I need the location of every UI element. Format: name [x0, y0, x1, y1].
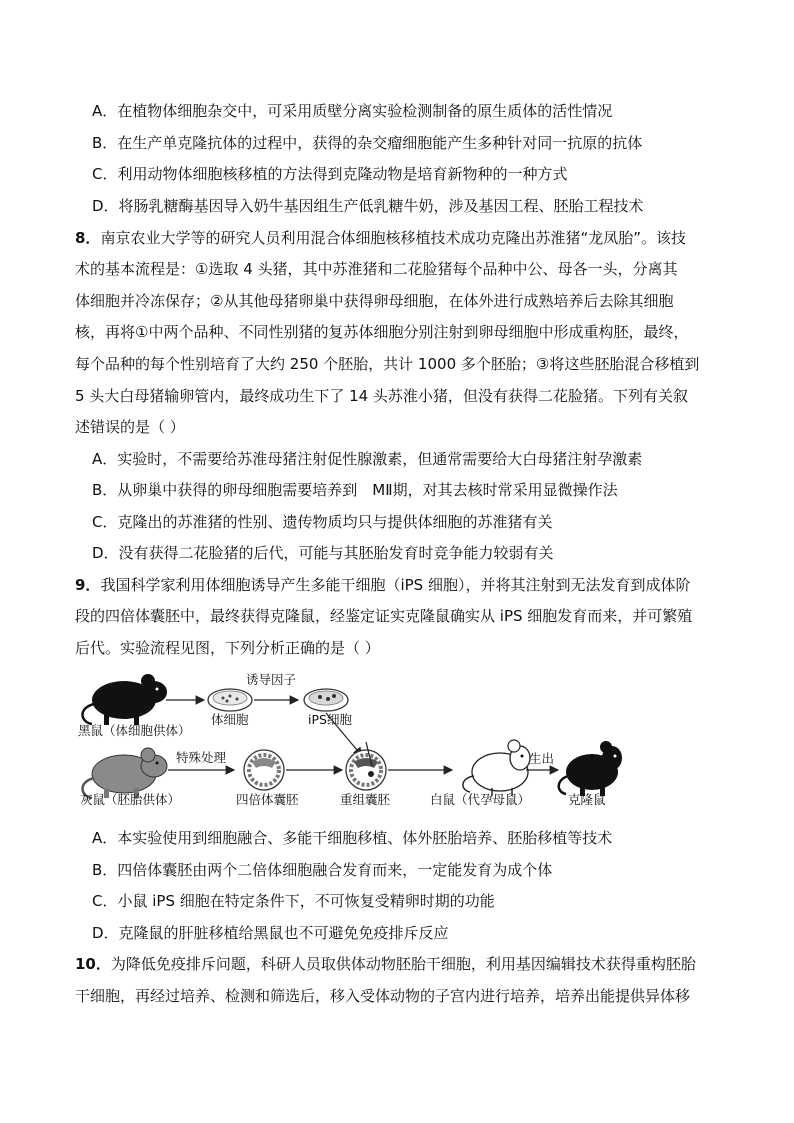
ips-cell-dish-icon [304, 689, 348, 711]
q8-stem-line-1: 8．南京农业大学等的研究人员利用混合体细胞核移植技术成功克隆出苏淮猪“龙凤胎”。该技 [75, 229, 686, 247]
q9-stem-line-2: 段的四倍体囊胚中，最终获得克隆鼠，经鉴定证实克隆鼠确实从 iPS 细胞发育而来，并可繁殖 [75, 607, 693, 625]
gray-mouse-label: 灰鼠（胚胎供体） [80, 792, 181, 807]
ips-experiment-diagram [74, 668, 634, 814]
q9-option-c: C．小鼠 iPS 细胞在特定条件下，不可恢复受精卵时期的功能 [92, 892, 495, 910]
q8-stem-line-7: 述错误的是（ ） [75, 418, 185, 436]
q10-stem-line-1: 10．为降低免疫排斥问题，科研人员取供体动物胚胎干细胞，利用基因编辑技术获得重构胚胎 [75, 955, 696, 973]
clone-mouse-label: 克隆鼠 [568, 792, 606, 807]
q7-option-a: A．在植物体细胞杂交中，可采用质壁分离实验检测制备的原生质体的活性情况 [92, 102, 613, 120]
q8-number: 8． [75, 229, 101, 247]
q7-option-b: B．在生产单克隆抗体的过程中，获得的杂交瘤细胞能产生多种针对同一抗原的抗体 [92, 134, 643, 152]
clone-mouse-icon [559, 741, 622, 796]
somatic-cell-label: 体细胞 [211, 712, 249, 727]
recombinant-blastocyst-icon [346, 742, 386, 790]
special-treatment-label: 特殊处理 [176, 750, 227, 765]
q8-option-b: B．从卵巢中获得的卵母细胞需要培养到 MⅡ期，对其去核时常采用显微操作法 [92, 481, 618, 499]
q8-stem-line-6: 5 头大白母猪输卵管内，最终成功生下了 14 头苏淮小猪，但没有获得二花脸猪。下列有关叙 [75, 387, 688, 405]
q10-stem-line-2: 干细胞，再经过培养、检测和筛选后，移入受体动物的子宫内进行培养，培养出能提供异体移 [75, 987, 691, 1005]
tetraploid-blastocyst-label: 四倍体囊胚 [236, 792, 299, 807]
black-mouse-label: 黑鼠（体细胞供体） [78, 723, 191, 738]
q9-option-a: A．本实验使用到细胞融合、多能干细胞移植、体外胚胎培养、胚胎移植等技术 [92, 829, 613, 847]
q8-stem-line-4: 核，再将①中两个品种、不同性别猪的复苏体细胞分别注射到卵母细胞中形成重构胚，最终， [75, 323, 689, 341]
q8-stem-line-3: 体细胞并冷冻保存；②从其他母猪卵巢中获得卵母细胞，在体外进行成熟培养后去除其细胞 [75, 292, 674, 310]
somatic-cell-dish-icon [208, 689, 252, 711]
q8-option-d: D．没有获得二花脸猪的后代，可能与其胚胎发育时竞争能力较弱有关 [92, 544, 554, 562]
q9-stem-line-1: 9．我国科学家利用体细胞诱导产生多能干细胞（iPS 细胞），并将其注射到无法发育到成体阶 [75, 576, 691, 594]
ips-cell-label: iPS细胞 [308, 712, 352, 727]
white-mouse-icon [463, 740, 530, 796]
birth-label: 生出 [529, 751, 555, 766]
q8-stem-line-2: 术的基本流程是：①选取 4 头猪，其中苏淮猪和二花脸猪每个品种中公、母各一头，分离其 [75, 260, 678, 278]
q9-option-d: D．克隆鼠的肝脏移植给黑鼠也不可避免免疫排斥反应 [92, 924, 449, 942]
q8-option-a: A．实验时，不需要给苏淮母猪注射促性腺激素，但通常需要给大白母猪注射孕激素 [92, 450, 643, 468]
recombinant-blastocyst-label: 重组囊胚 [340, 792, 391, 807]
induce-factor-label: 诱导因子 [246, 672, 297, 687]
q8-option-c: C．克隆出的苏淮猪的性别、遗传物质均只与提供体细胞的苏淮猪有关 [92, 513, 553, 531]
q8-stem-line-5: 每个品种的每个性别培育了大约 250 个胚胎，共计 1000 多个胚胎；③将这些胚胎混合移植到 [75, 355, 700, 373]
q7-option-d: D．将肠乳糖酶基因导入奶牛基因组生产低乳糖牛奶，涉及基因工程、胚胎工程技术 [92, 197, 644, 215]
q10-number: 10． [75, 955, 111, 973]
tetraploid-blastocyst-icon [244, 750, 284, 790]
white-mouse-label: 白鼠（代孕母鼠） [430, 792, 531, 807]
gray-mouse-icon [83, 748, 168, 798]
q7-option-c: C．利用动物体细胞核移植的方法得到克隆动物是培育新物种的一种方式 [92, 165, 568, 183]
q9-number: 9． [75, 576, 101, 594]
q9-stem-line-3: 后代。实验流程见图，下列分析正确的是（ ） [75, 639, 380, 657]
q9-option-b: B．四倍体囊胚由两个二倍体细胞融合发育而来，一定能发育为成个体 [92, 861, 553, 879]
black-mouse-icon [83, 674, 168, 725]
